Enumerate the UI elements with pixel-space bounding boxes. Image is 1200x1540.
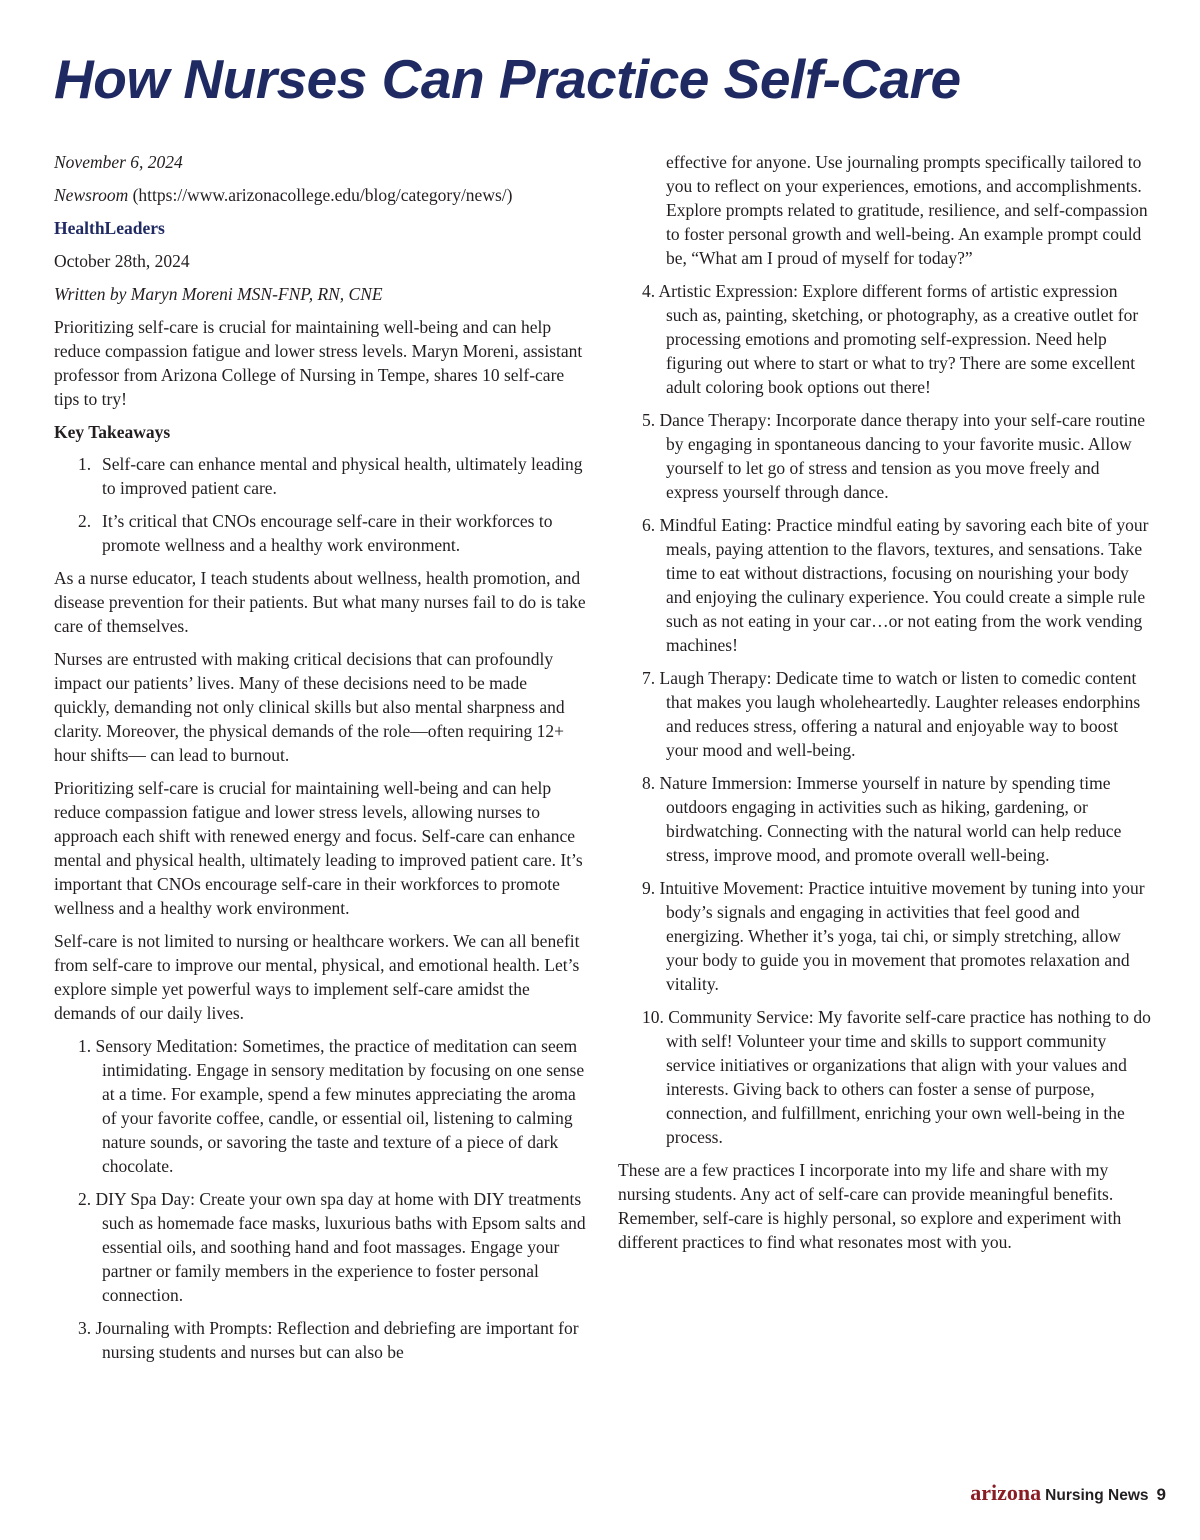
newsroom-label: Newsroom xyxy=(54,185,129,205)
body-paragraph: Prioritizing self-care is crucial for maintaining well-being and can help reduce compassion fatigue and lower stress levels, allowing nurses to approach each shift with renewed energy and focus. Self-care can enhance mental and physical health, ultimately leading to improved patient care. It’s important that CNOs encourage self-care in their workforces to promote wellness and a healthy work environment. xyxy=(54,778,583,918)
list-item: 5. Dance Therapy: Incorporate dance therapy into your self-care routine by engaging in spontaneous dancing to your favorite music. Allow yourself to let go of stress and tension as you move freely and express yourself through dance. xyxy=(642,410,1146,502)
list-item xyxy=(54,509,586,557)
body-paragraph: Nurses are entrusted with making critical decisions that can profoundly impact our patients’ lives. Many of these decisions need to be made quickly, demanding not only clinical skills but also mental sharpness and clarity. Moreover, the physical demands of the role—often requiring 12+ hour shifts— can lead to burnout. xyxy=(54,649,565,765)
body-paragraph: Self-care is not limited to nursing or healthcare workers. We can all benefit from self-care to improve our mental, physical, and emotional health. Let’s explore simple yet powerful ways to implement self-care amidst the demands of our daily lives. xyxy=(54,931,580,1023)
list-item-text: Self-care can enhance mental and physical health, ultimately leading to improved patient care. xyxy=(102,454,583,498)
key-takeaways-heading: Key Takeaways xyxy=(54,422,171,442)
newsroom-url[interactable]: (https://www.arizonacollege.edu/blog/category/news/) xyxy=(132,185,513,205)
intro-paragraph: Prioritizing self-care is crucial for maintaining well-being and can help reduce compassion fatigue and lower stress levels. Maryn Moreni, assistant professor from Arizona College of Nursing in Tempe, shares 10 self-care tips to try! xyxy=(54,317,583,409)
list-item: 9. Intuitive Movement: Practice intuitive movement by tuning into your body’s signals and engaging in activities that feel good and energizing. Whether it’s yoga, tai chi, or simply stretching, allow your body to guide you in movement that promotes relaxation and vitality. xyxy=(642,878,1145,994)
brand-logo: arizona xyxy=(970,1480,1042,1505)
tips-list-right xyxy=(618,279,1152,1149)
newsroom-line xyxy=(54,183,586,207)
page-footer xyxy=(970,1481,1166,1508)
tips-list-left xyxy=(54,1034,586,1364)
list-item: 3. Journaling with Prompts: Reflection and debriefing are important for nursing students and nurses but can also be xyxy=(78,1318,579,1362)
list-item: 8. Nature Immersion: Immerse yourself in nature by spending time outdoors engaging in activities such as hiking, gardening, or birdwatching. Connecting with the natural world can help reduce stress, improve mood, and promote overall well-being. xyxy=(642,773,1122,865)
list-item-text: It’s critical that CNOs encourage self-care in their workforces to promote wellness and a healthy work environment. xyxy=(102,511,553,555)
list-item-number: 2. xyxy=(78,511,92,531)
list-item xyxy=(54,452,586,500)
list-item: 10. Community Service: My favorite self-care practice has nothing to do with self! Volunteer your time and skills to support community service initiatives or organizations that align with your values and interests. Giving back to others can foster a sense of purpose, connection, and fulfillment, enriching your own well-being in the process. xyxy=(642,1007,1151,1147)
list-item-number: 1. xyxy=(78,454,92,474)
byline: Written by Maryn Moreni MSN-FNP, RN, CNE xyxy=(54,284,383,304)
body-paragraph: As a nurse educator, I teach students about wellness, health promotion, and disease prevention for their patients. But what many nurses fail to do is take care of themselves. xyxy=(54,568,586,636)
publication-name: Nursing News xyxy=(1045,1487,1149,1504)
list-item: 1. Sensory Meditation: Sometimes, the practice of meditation can seem intimidating. Engage in sensory meditation by focusing on one sense at a time. For example, spend a few minutes appreciating the aroma of your favorite coffee, candle, or essential oil, listening to calming nature sounds, or savoring the taste and texture of a piece of dark chocolate. xyxy=(78,1036,585,1176)
list-item: 2. DIY Spa Day: Create your own spa day at home with DIY treatments such as homemade face masks, luxurious baths with Epsom salts and essential oils, and soothing hand and foot massages. Engage your partner or family members in the experience to foster personal connection. xyxy=(78,1189,586,1305)
source-name: HealthLeaders xyxy=(54,218,165,238)
article-date: November 6, 2024 xyxy=(54,152,183,172)
key-takeaways-list xyxy=(54,452,586,557)
left-column xyxy=(54,150,586,1373)
list-item: 4. Artistic Expression: Explore different forms of artistic expression such as, painting, sketching, or photography, as a creative outlet for processing emotions and promoting self-expression. Need help figuring out where to start or what to try? There are some excellent adult coloring book options out there! xyxy=(642,281,1139,397)
page-number: 9 xyxy=(1156,1485,1166,1504)
source-date: October 28th, 2024 xyxy=(54,251,190,271)
tip-3-continued: effective for anyone. Use journaling prompts specifically tailored to you to reflect on your experiences, emotions, and accomplishments. Explore prompts related to gratitude, resilience, and self-compassion to foster personal growth and well-being. An example prompt could be, “What am I proud of myself for today?” xyxy=(666,152,1148,268)
conclusion-paragraph: These are a few practices I incorporate into my life and share with my nursing students. Any act of self-care can provide meaningful benefits. Remember, self-care is highly personal, so explore and experiment with different practices to find what resonates most with you. xyxy=(618,1160,1122,1252)
list-item: 6. Mindful Eating: Practice mindful eating by savoring each bite of your meals, paying attention to the flavors, textures, and sensations. Take time to eat without distractions, focusing on nourishing your body and enjoying the culinary experience. You could create a simple rule such as not eating in your car…or not eating from the work vending machines! xyxy=(642,515,1149,655)
right-column xyxy=(618,150,1152,1263)
list-item: 7. Laugh Therapy: Dedicate time to watch or listen to comedic content that makes you laugh wholeheartedly. Laughter releases endorphins and reduces stress, offering a natural and enjoyable way to boost your mood and well-being. xyxy=(642,668,1141,760)
page-title: How Nurses Can Practice Self-Care xyxy=(54,48,961,110)
